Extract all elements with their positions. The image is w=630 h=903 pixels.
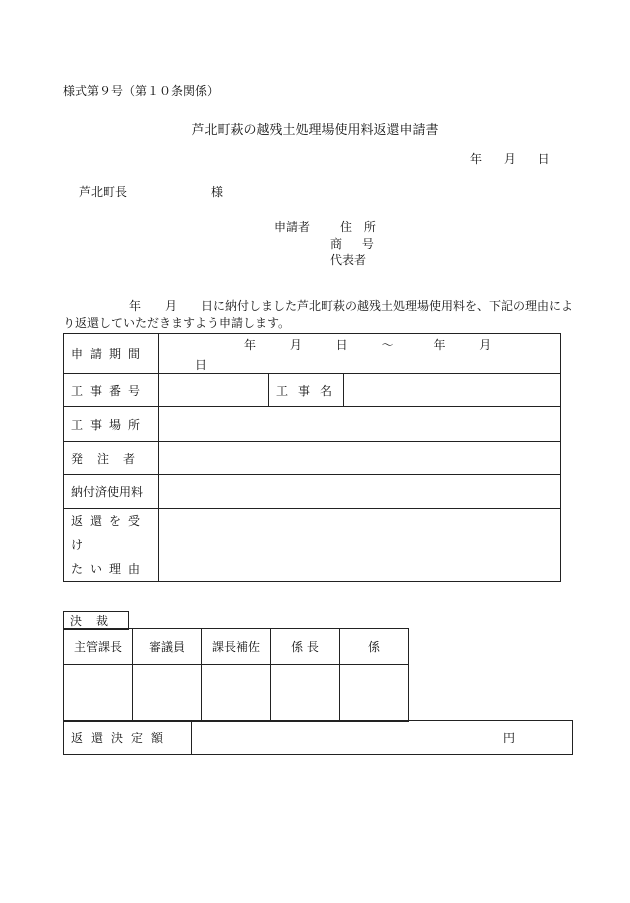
- paid-fee-value[interactable]: [159, 475, 561, 509]
- form-number: 様式第９号（第１０条関係）: [63, 84, 220, 98]
- approval-stamp-row: [64, 665, 409, 722]
- address-label: 住 所: [340, 220, 380, 234]
- form-title: 芦北町萩の越残土処理場使用料返還申請書: [191, 123, 439, 138]
- period-separator: 〜: [381, 338, 394, 352]
- representative-label: 代表者: [330, 253, 367, 267]
- applicant-label: 申請者: [274, 220, 311, 234]
- trade-name-label: 商 号: [330, 237, 382, 251]
- approval-stamp-cell[interactable]: [271, 665, 340, 722]
- yen-unit: 円: [502, 731, 515, 745]
- client-label: 発注者: [64, 442, 159, 475]
- paid-fee-label: 納付済使用料: [64, 475, 159, 509]
- approval-roles-row: [64, 629, 409, 665]
- refund-amount-label: 返還決定額: [64, 721, 192, 755]
- application-table: [63, 333, 561, 582]
- work-site-value[interactable]: [159, 407, 561, 442]
- work-site-row: [64, 407, 561, 442]
- approval-stamp-cell[interactable]: [64, 665, 133, 722]
- period-row: [64, 334, 561, 374]
- paragraph-text: 日に納付しました芦北町萩の越残土処理場使用料を、下記の理由により返還していただきますよう申請します。: [63, 299, 574, 330]
- paid-fee-row: [64, 475, 561, 509]
- paragraph-year: 年: [129, 299, 142, 313]
- period-end-day: 日: [195, 358, 208, 372]
- reason-label-line-1: 返還を受け: [71, 514, 148, 552]
- period-cell: [159, 334, 561, 374]
- application-paragraph: [63, 298, 575, 332]
- work-row: [64, 374, 561, 407]
- reason-label: [64, 509, 159, 582]
- work-number-label: 工事番号: [64, 374, 159, 407]
- addressee-name: 芦北町長: [79, 185, 128, 199]
- period-end: 年 月: [433, 338, 492, 352]
- approval-stamp-cell[interactable]: [340, 665, 409, 722]
- paragraph-month: 月: [165, 299, 178, 313]
- period-start: 年 月 日: [244, 338, 348, 352]
- approval-title: 決裁: [64, 612, 129, 630]
- refund-amount-value[interactable]: [192, 721, 573, 755]
- approval-role: 審議員: [133, 629, 202, 665]
- addressee-honorific: 様: [211, 185, 224, 199]
- client-value[interactable]: [159, 442, 561, 475]
- work-name-label: 工事名: [269, 374, 344, 407]
- approval-table: [63, 628, 409, 722]
- approval-role: 課長補佐: [202, 629, 271, 665]
- approval-role: 係: [340, 629, 409, 665]
- period-label: 申請期間: [64, 334, 159, 374]
- reason-row: [64, 509, 561, 582]
- period-range: [244, 336, 491, 353]
- reason-value[interactable]: [159, 509, 561, 582]
- approval-role: 主管課長: [64, 629, 133, 665]
- approval-stamp-cell[interactable]: [133, 665, 202, 722]
- work-number-value[interactable]: [159, 374, 269, 407]
- approval-role: 係 長: [271, 629, 340, 665]
- work-name-value[interactable]: [344, 374, 561, 407]
- refund-amount-table: [63, 720, 573, 755]
- work-site-label: 工事場所: [64, 407, 159, 442]
- client-row: [64, 442, 561, 475]
- reason-label-line-2: たい理由: [71, 562, 148, 576]
- approval-stamp-cell[interactable]: [202, 665, 271, 722]
- date-line: 年 月 日: [470, 152, 550, 166]
